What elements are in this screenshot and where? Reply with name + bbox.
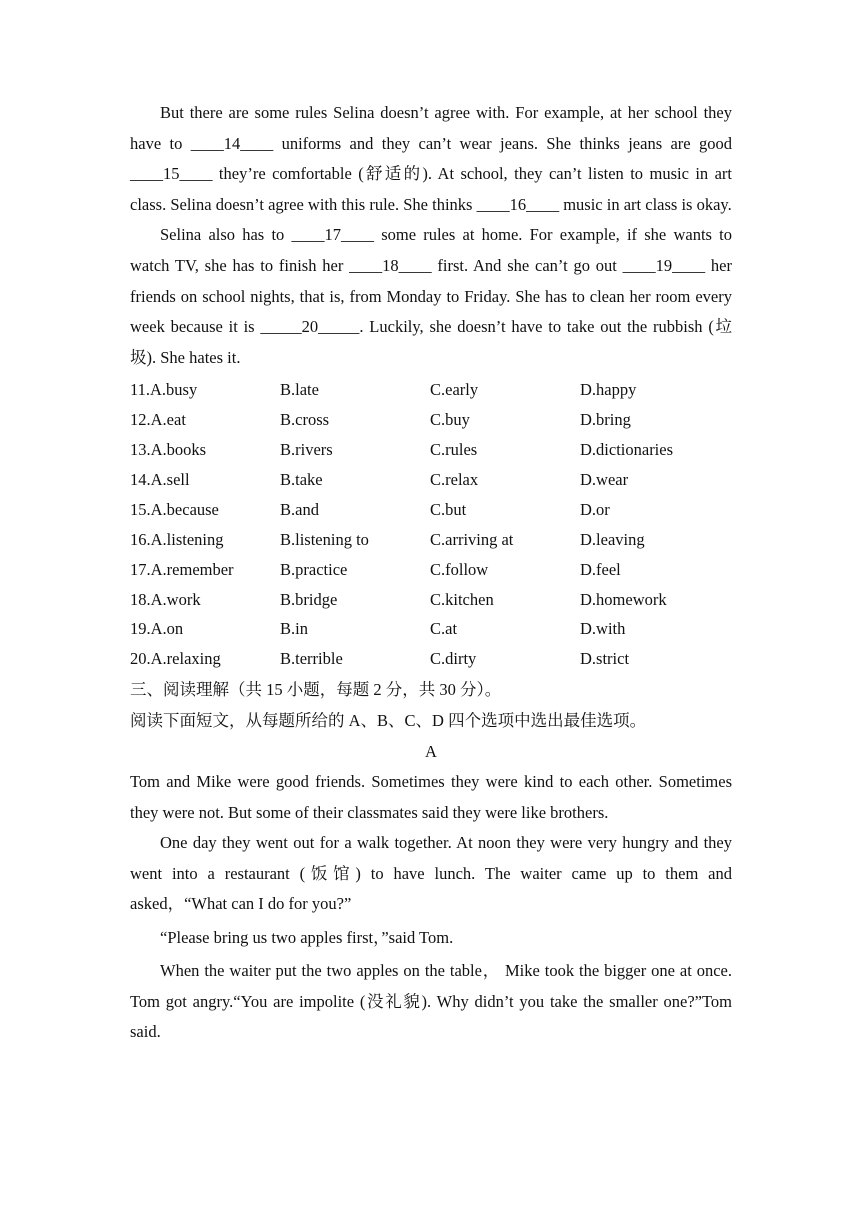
option-b: B.take bbox=[280, 470, 323, 490]
cloze-paragraph-1: But there are some rules Selina doesn’t agree with. For example, at her school they have to ____14____ uniforms and they can’t wear jeans. She thinks jeans are good ____15____ they’re comfortable (舒适的). At school, they can’t listen to music in art class. Selina doesn’t agree with this rule. She thinks ____16____ music in art class is okay. bbox=[130, 103, 732, 214]
option-row bbox=[130, 585, 732, 615]
option-d: D.homework bbox=[580, 589, 667, 609]
option-d: D.bring bbox=[580, 410, 631, 430]
option-b: B.rivers bbox=[280, 440, 333, 460]
option-b: B.practice bbox=[280, 559, 348, 579]
option-a: 19.A.on bbox=[130, 619, 184, 639]
option-c: C.early bbox=[430, 380, 479, 400]
option-c: C.dirty bbox=[430, 649, 477, 669]
passage-label: A bbox=[425, 742, 437, 762]
document-page bbox=[130, 98, 732, 1048]
option-row bbox=[130, 405, 732, 435]
option-a: 11.A.busy bbox=[130, 380, 198, 400]
option-d: D.happy bbox=[580, 380, 637, 400]
option-c: C.kitchen bbox=[430, 589, 494, 609]
option-a: 13.A.books bbox=[130, 440, 207, 460]
option-a: 15.A.because bbox=[130, 499, 219, 519]
option-row bbox=[130, 614, 732, 644]
option-row bbox=[130, 465, 732, 495]
story-paragraph-3: “Please bring us two apples first，”said Tom. bbox=[160, 927, 454, 947]
option-d: D.strict bbox=[580, 649, 630, 669]
option-b: B.listening to bbox=[280, 529, 369, 549]
option-a: 12.A.eat bbox=[130, 410, 186, 430]
option-b: B.bridge bbox=[280, 589, 338, 609]
cloze-passage bbox=[130, 98, 732, 373]
reading-passage bbox=[130, 767, 732, 1048]
option-b: B.cross bbox=[280, 410, 330, 430]
option-d: D.with bbox=[580, 619, 626, 639]
option-c: C.at bbox=[430, 619, 458, 639]
option-c: C.follow bbox=[430, 559, 489, 579]
option-b: B.in bbox=[280, 619, 308, 639]
option-d: D.or bbox=[580, 499, 610, 519]
option-c: C.relax bbox=[430, 470, 479, 490]
option-a: 17.A.remember bbox=[130, 559, 234, 579]
option-row bbox=[130, 435, 732, 465]
cloze-paragraph-2: Selina also has to ____17____ some rules at home. For example, if she wants to watch TV, she has to finish her ____18____ first. And she can’t go out ____19____ her friends on school nights, that is, from Monday to Friday. She has to clean her room every week because it is _____20_____. Luckily, she doesn’t have to take out the rubbish (垃圾). She hates it. bbox=[130, 225, 732, 367]
option-a: 18.A.work bbox=[130, 589, 201, 609]
option-c: C.arriving at bbox=[430, 529, 514, 549]
option-d: D.leaving bbox=[580, 529, 645, 549]
story-paragraph-4: When the waiter put the two apples on the table， Mike took the bigger one at once. Tom got angry.“You are impolite (没礼貌). Why didn’t you take the smaller one?”Tom said. bbox=[130, 961, 732, 1042]
story-paragraph-1: Tom and Mike were good friends. Sometimes they were kind to each other. Sometimes they were not. But some of their classmates said they were like brothers. bbox=[130, 772, 732, 822]
option-d: D.wear bbox=[580, 470, 629, 490]
section-heading: 三、阅读理解（共 15 小题，每题 2 分，共 30 分）。 bbox=[130, 680, 502, 700]
option-row bbox=[130, 555, 732, 585]
option-a: 20.A.relaxing bbox=[130, 649, 221, 669]
option-b: B.terrible bbox=[280, 649, 343, 669]
option-row bbox=[130, 644, 732, 674]
option-d: D.dictionaries bbox=[580, 440, 674, 460]
option-c: C.buy bbox=[430, 410, 470, 430]
option-a: 16.A.listening bbox=[130, 529, 224, 549]
option-row bbox=[130, 375, 732, 405]
option-c: C.but bbox=[430, 499, 467, 519]
option-a: 14.A.sell bbox=[130, 470, 190, 490]
section-instruction: 阅读下面短文，从每题所给的 A、B、C、D 四个选项中选出最佳选项。 bbox=[130, 711, 647, 731]
options-table bbox=[130, 375, 732, 674]
option-d: D.feel bbox=[580, 559, 621, 579]
option-b: B.late bbox=[280, 380, 319, 400]
option-row bbox=[130, 495, 732, 525]
story-paragraph-2: One day they went out for a walk together. At noon they were very hungry and they went into a restaurant (饭馆) to have lunch. The waiter came up to them and asked，“What can I do for you?” bbox=[130, 833, 732, 914]
option-row bbox=[130, 525, 732, 555]
option-c: C.rules bbox=[430, 440, 478, 460]
option-b: B.and bbox=[280, 499, 319, 519]
